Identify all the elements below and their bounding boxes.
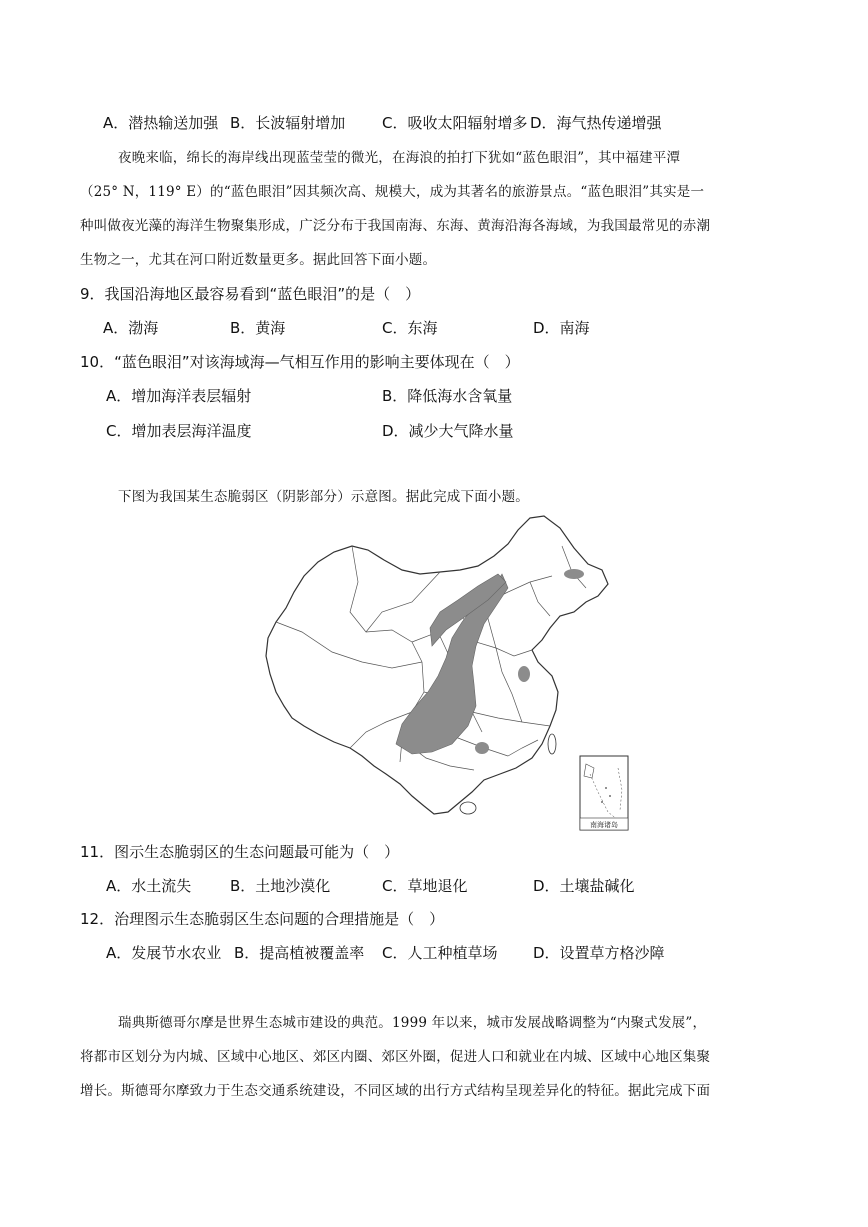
q9-option-a: A．渤海 [103, 319, 159, 337]
q10-stem: 10．“蓝色眼泪”对该海域海—气相互作用的影响主要体现在（ ） [80, 353, 520, 371]
taiwan-island [548, 734, 556, 754]
passage-blue-tears-line-2: （25° N，119° E）的“蓝色眼泪”因其频次高、规模大，成为其著名的旅游景点。“蓝色眼泪”其实是一 [80, 184, 705, 200]
q10-option-d: D．减少大气降水量 [382, 422, 514, 440]
q12-stem: 12．治理图示生态脆弱区生态问题的合理措施是（ ） [80, 910, 445, 928]
q8-option-c: C．吸收太阳辐射增多 [382, 114, 528, 132]
eco-patch-northeast [564, 569, 584, 579]
passage-blue-tears-line-3: 种叫做夜光藻的海洋生物聚集形成，广泛分布于我国南海、东海、黄海沿海各海域，为我国最常见的赤潮 [80, 218, 711, 234]
passage-stockholm-line-2: 将都市区划分为内城、区域中心地区、郊区内圈、郊区外圈，促进人口和就业在内城、区域中心地区集聚 [80, 1049, 711, 1065]
q9-option-c: C．东海 [382, 319, 438, 337]
q9-option-d: D．南海 [533, 319, 590, 337]
q11-option-b: B．土地沙漠化 [230, 877, 331, 895]
passage-blue-tears-line-4: 生物之一，尤其在河口附近数量更多。据此回答下面小题。 [80, 252, 437, 268]
q9-option-b: B．黄海 [230, 319, 286, 337]
eco-patch-central [518, 666, 530, 682]
passage-stockholm-line-3: 增长。斯德哥尔摩致力于生态交通系统建设，不同区域的出行方式结构呈现差异化的特征。据此完成下面 [80, 1083, 711, 1099]
eco-patch-south [475, 742, 489, 754]
q10-option-b: B．降低海水含氧量 [382, 387, 513, 405]
passage-stockholm-line-1: 瑞典斯德哥尔摩是世界生态城市建设的典范。1999 年以来，城市发展战略调整为“内聚式发展”， [118, 1015, 707, 1031]
q9-stem: 9．我国沿海地区最容易看到“蓝色眼泪”的是（ ） [80, 285, 421, 303]
inset-label: 南海诸岛 [590, 821, 618, 829]
passage-eco-intro: 下图为我国某生态脆弱区（阴影部分）示意图。据此完成下面小题。 [118, 489, 529, 505]
q8-option-b: B．长波辐射增加 [230, 114, 346, 132]
q12-option-c: C．人工种植草场 [382, 944, 498, 962]
china-outline [266, 516, 608, 814]
hainan-island [460, 802, 476, 814]
q12-option-b: B．提高植被覆盖率 [234, 944, 365, 962]
q11-option-c: C．草地退化 [382, 877, 468, 895]
china-eco-fragile-map [262, 512, 632, 834]
q11-option-d: D．土壤盐碱化 [533, 877, 635, 895]
q12-option-d: D．设置草方格沙障 [533, 944, 665, 962]
q11-option-a: A．水土流失 [106, 877, 192, 895]
q12-option-a: A．发展节水农业 [106, 944, 222, 962]
q10-option-c: C．增加表层海洋温度 [106, 422, 252, 440]
q8-option-a: A．潜热输送加强 [103, 114, 219, 132]
q10-option-a: A．增加海洋表层辐射 [106, 387, 252, 405]
q8-option-d: D．海气热传递增强 [530, 114, 662, 132]
passage-blue-tears-line-1: 夜晚来临，绵长的海岸线出现蓝莹莹的微光，在海浪的拍打下犹如“蓝色眼泪”，其中福建平潭 [118, 150, 681, 166]
q11-stem: 11．图示生态脆弱区的生态问题最可能为（ ） [80, 843, 400, 861]
